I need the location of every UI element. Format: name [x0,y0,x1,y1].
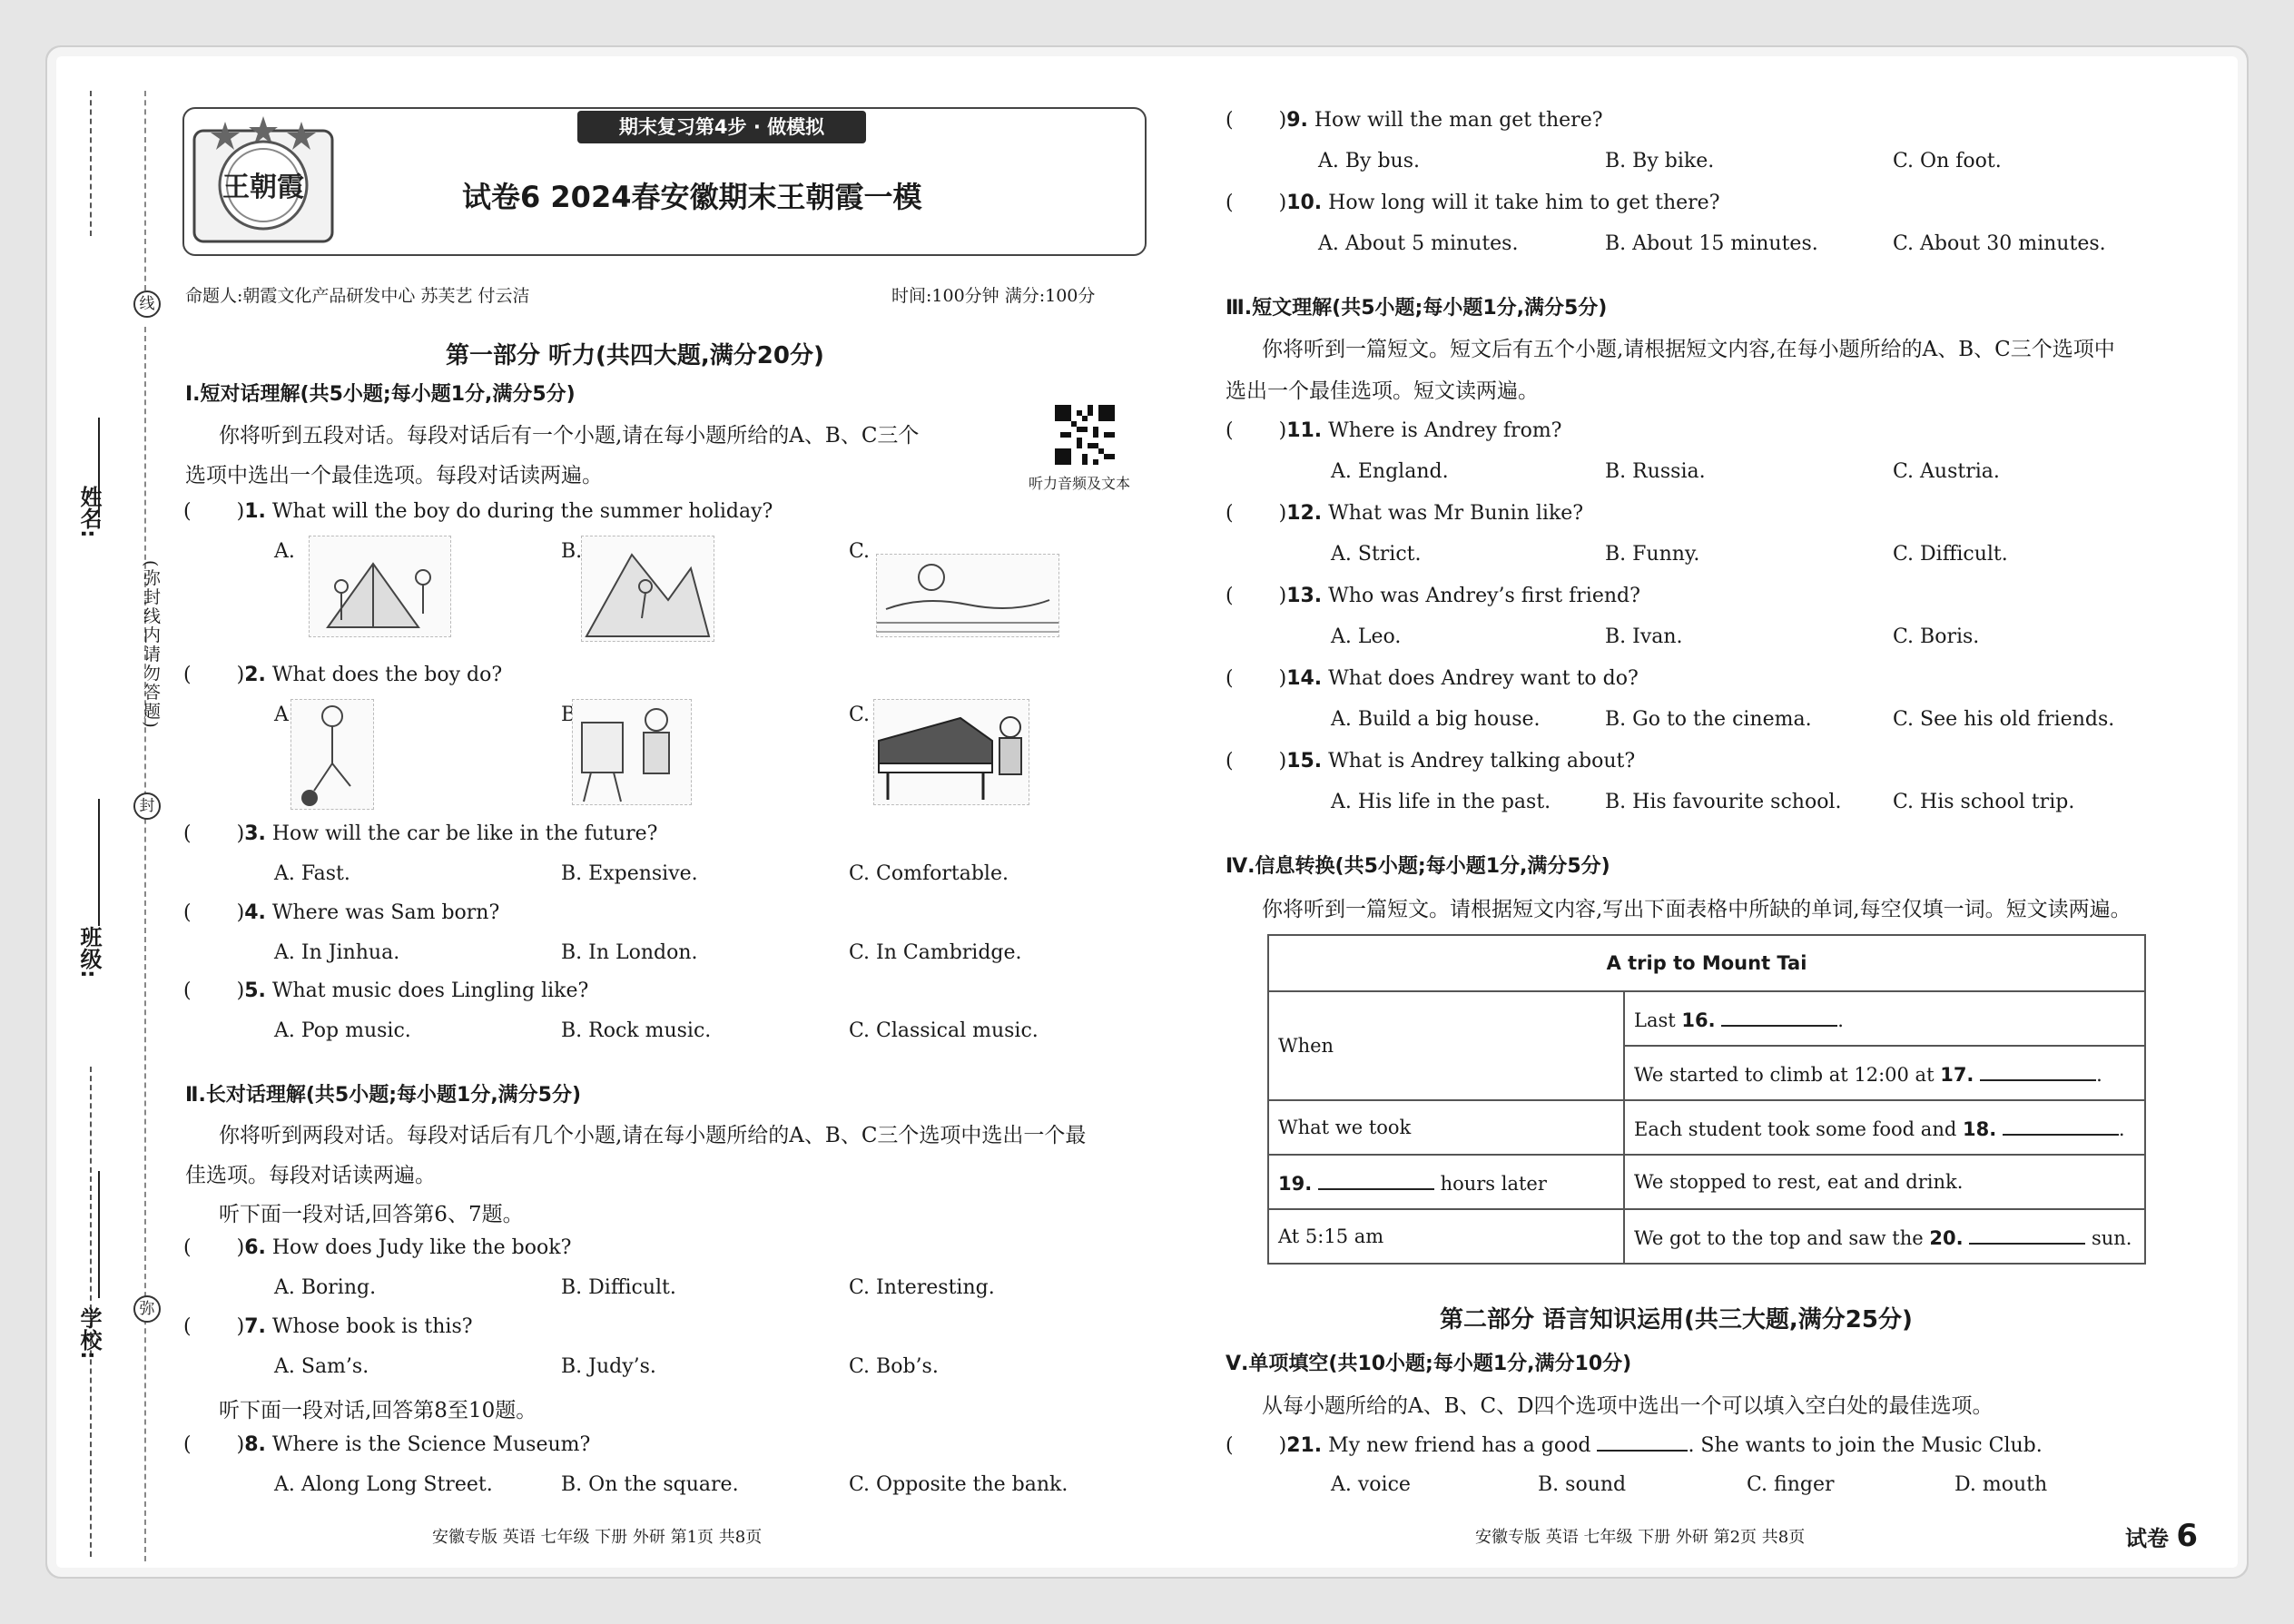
sec5-title: Ⅴ.单项填空(共10小题;每小题1分,满分10分) [1226,1353,1632,1375]
question-text: What does the boy do? [271,664,503,686]
table-cell: Each student took some food and 18. . [1624,1100,2145,1155]
option-a[interactable]: A. Build a big house. [1331,708,1541,731]
option-b[interactable]: B. Go to the cinema. [1605,708,1812,731]
table-cell: Last 16. . [1624,991,2145,1046]
option-b[interactable]: B. In London. [561,941,698,964]
answer-paren: ( [1226,502,1234,525]
option-a[interactable]: A. In Jinhua. [274,941,400,964]
question-number: 15. [1286,750,1323,773]
option-c[interactable]: C. [849,540,871,563]
answer-paren: ) [1278,419,1287,442]
option-c[interactable]: C. Bob’s. [849,1355,939,1378]
option-c[interactable]: C. Difficult. [1893,543,2008,566]
question-3[interactable] [183,822,657,845]
option-c[interactable]: C. Classical music. [849,1019,1039,1042]
part2-title: 第二部分 语言知识运用(共三大题,满分25分) [1440,1306,1913,1334]
sec1-intro: 你将听到五段对话。每段对话后有一个小题,请在每小题所给的A、B、C三个 [219,424,920,448]
seal-line [144,91,146,290]
sec2-intro: 佳选项。每段对话读两遍。 [185,1164,436,1187]
option-b[interactable]: B. Judy’s. [561,1355,656,1378]
answer-paren: ( [183,901,192,924]
question-number: 7. [244,1315,266,1338]
option-b[interactable]: B. By bike. [1605,150,1715,172]
question-text: Whose book is this? [271,1315,473,1338]
question-text: How will the car be like in the future? [271,822,658,845]
question-14[interactable] [1226,667,1639,690]
binding-notice: (弥封线内请勿答题) [141,560,161,730]
qr-code[interactable] [1055,405,1115,465]
question-6[interactable] [183,1236,571,1259]
option-a[interactable]: A. Leo. [1331,625,1402,648]
question-text: How long will it take him to get there? [1328,192,1720,214]
answer-blank[interactable] [1597,1432,1688,1452]
answer-blank[interactable] [1721,1007,1837,1027]
question-number: 2. [244,664,266,686]
answer-paren: ( [1226,667,1234,690]
answer-paren: ( [183,664,192,686]
option-c[interactable]: C. On foot. [1893,150,2002,172]
table-cell: We started to climb at 12:00 at 17. . [1624,1046,2145,1100]
question-13[interactable] [1226,585,1640,607]
binding-line [90,91,92,236]
answer-paren: ) [236,1433,245,1456]
option-c[interactable]: C. See his old friends. [1893,708,2115,731]
option-b[interactable]: B. Russia. [1605,460,1706,483]
question-text: My new friend has a good [1328,1434,1591,1457]
option-b[interactable]: B. Difficult. [561,1276,676,1299]
answer-paren: ( [1226,419,1234,442]
question-8[interactable] [183,1433,590,1456]
option-b[interactable]: B. [561,540,583,563]
question-number: 5. [244,979,266,1002]
question-text: How will the man get there? [1314,109,1603,132]
sec1-intro: 选项中选出一个最佳选项。每段对话读两遍。 [185,464,603,487]
footer-right: 安徽专版 英语 七年级 下册 外研 第2页 共8页 [1475,1528,1806,1547]
piano-picture [873,699,1029,805]
option-c[interactable]: C. Austria. [1893,460,2000,483]
answer-paren: ) [1278,502,1287,525]
sec2-sub1: 听下面一段对话,回答第6、7题。 [219,1203,524,1226]
sec2-sub2: 听下面一段对话,回答第8至10题。 [219,1399,537,1422]
question-10[interactable] [1226,192,1720,214]
sec1-title: Ⅰ.短对话理解(共5小题;每小题1分,满分5分) [185,383,576,406]
paper-label: 试卷 6 [2125,1518,2199,1554]
answer-paren: ) [236,1315,245,1338]
question-text: . She wants to join the Music Club. [1688,1434,2043,1457]
seal-mi: 弥 [133,1295,161,1323]
option-a[interactable]: A. His life in the past. [1331,791,1551,813]
question-number: 12. [1286,502,1323,525]
answer-paren: ) [1278,750,1287,773]
logo-text: 王朝霞 [222,172,304,203]
name-label: 姓名: [76,486,102,538]
question-number: 3. [244,822,266,845]
question-text: Where was Sam born? [271,901,500,924]
question-text: What music does Lingling like? [271,979,589,1002]
seal-line [144,327,146,1561]
option-b[interactable]: B. sound [1538,1473,1627,1496]
sec2-intro: 你将听到两段对话。每段对话后有几个小题,请在每小题所给的A、B、C三个选项中选出一个最 [219,1124,1087,1147]
question-2[interactable] [183,664,502,686]
option-b[interactable]: B. Funny. [1605,543,1700,566]
authors: 命题人:朝霞文化产品研发中心 苏芙艺 付云洁 [185,286,530,306]
seal-xian: 线 [133,290,161,318]
table-cell: We stopped to rest, eat and drink. [1624,1155,2145,1209]
option-a[interactable]: A. voice [1331,1473,1411,1496]
option-c[interactable]: C. Opposite the bank. [849,1473,1068,1496]
blank-number: 18. [1962,1117,1997,1140]
sec4-title: Ⅳ.信息转换(共5小题;每小题1分,满分5分) [1226,855,1610,878]
school-underline [98,1171,100,1298]
question-5[interactable] [183,979,588,1002]
review-step-badge: 期末复习第4步 · 做模拟 [577,111,866,143]
question-21[interactable] [1226,1432,2043,1457]
answer-paren: ) [236,822,245,845]
question-number: 11. [1286,419,1323,442]
answer-blank[interactable] [1969,1225,2085,1245]
question-number: 8. [244,1433,266,1456]
option-a[interactable]: A. By bus. [1318,150,1420,172]
blank-number: 16. [1681,1009,1716,1031]
option-a[interactable]: A. Pop music. [274,1019,411,1042]
option-b[interactable]: B. His favourite school. [1605,791,1842,813]
question-text: What was Mr Bunin like? [1328,502,1584,525]
option-b[interactable]: B. Expensive. [561,862,698,885]
footer-left: 安徽专版 英语 七年级 下册 外研 第1页 共8页 [432,1528,763,1547]
option-a[interactable]: A. [274,704,295,726]
sec4-intro: 你将听到一篇短文。请根据短文内容,写出下面表格中所缺的单词,每空仅填一词。短文读两遍。 [1262,898,2132,921]
question-number: 1. [244,500,266,523]
answer-blank[interactable] [2003,1116,2119,1136]
option-a[interactable]: A. Boring. [274,1276,377,1299]
question-number: 9. [1286,109,1308,132]
answer-paren: ( [1226,1434,1234,1457]
answer-blank[interactable] [1318,1170,1434,1190]
option-b[interactable]: B. Rock music. [561,1019,712,1042]
question-9[interactable] [1226,109,1603,132]
option-a[interactable]: A. Fast. [274,862,350,885]
option-b[interactable]: B. On the square. [561,1473,739,1496]
option-d[interactable]: D. mouth [1954,1473,2048,1496]
option-a[interactable]: A. Strict. [1331,543,1422,566]
question-text: What does Andrey want to do? [1328,667,1639,690]
question-12[interactable] [1226,502,1583,525]
answer-paren: ( [1226,192,1234,214]
table-title: A trip to Mount Tai [1268,935,2145,991]
answer-paren: ( [1226,750,1234,773]
table-label: When [1268,991,1624,1100]
table-cell: We got to the top and saw the 20. sun. [1624,1209,2145,1264]
blank-number: 19. [1278,1172,1313,1195]
option-c[interactable]: C. In Cambridge. [849,941,1022,964]
answer-paren: ( [1226,585,1234,607]
answer-blank[interactable] [1980,1061,2096,1081]
question-number: 13. [1286,585,1323,607]
question-text: Where is Andrey from? [1328,419,1562,442]
question-number: 21. [1286,1434,1323,1457]
option-a[interactable]: A. Along Long Street. [274,1473,493,1496]
question-number: 6. [244,1236,266,1259]
answer-paren: ( [183,500,192,523]
question-15[interactable] [1226,750,1635,773]
table-label: At 5:15 am [1268,1209,1624,1264]
answer-paren: ) [1278,667,1287,690]
option-c[interactable]: C. His school trip. [1893,791,2075,813]
answer-paren: ( [183,822,192,845]
option-c[interactable]: C. Comfortable. [849,862,1009,885]
question-text: How does Judy like the book? [271,1236,572,1259]
option-b[interactable]: B. [561,704,583,726]
paper-number: 6 [2176,1518,2199,1554]
option-b[interactable]: B. About 15 minutes. [1605,232,1818,255]
question-number: 14. [1286,667,1323,690]
question-text: Where is the Science Museum? [271,1433,591,1456]
camping-picture [309,536,451,637]
answer-paren: ( [183,1315,192,1338]
question-11[interactable] [1226,419,1561,442]
class-underline [98,799,100,926]
football-picture [290,699,374,810]
question-number: 4. [244,901,266,924]
exam-title: 试卷6 2024春安徽期末王朝霞一模 [462,180,922,214]
option-c[interactable]: C. [849,704,871,726]
blank-number: 20. [1929,1226,1964,1249]
option-a[interactable]: A. [274,540,295,563]
sec2-title: Ⅱ.长对话理解(共5小题;每小题1分,满分5分) [185,1084,582,1107]
painting-picture [572,699,692,805]
table-label: What we took [1268,1100,1624,1155]
table-label: 19. hours later [1268,1155,1624,1209]
answer-paren: ) [236,500,245,523]
blank-number: 17. [1940,1063,1974,1086]
option-b[interactable]: B. Ivan. [1605,625,1683,648]
option-c[interactable]: C. About 30 minutes. [1893,232,2106,255]
seal-feng: 封 [133,792,161,820]
sec3-title: Ⅲ.短文理解(共5小题;每小题1分,满分5分) [1226,297,1608,320]
sec5-intro: 从每小题所给的A、B、C、D四个选项中选出一个可以填入空白处的最佳选项。 [1262,1394,1994,1418]
trip-table [1267,934,2146,1265]
option-a[interactable]: A. England. [1331,460,1449,483]
question-text: Who was Andrey’s first friend? [1328,585,1640,607]
option-c[interactable]: C. Interesting. [849,1276,995,1299]
question-text: What is Andrey talking about? [1328,750,1636,773]
answer-paren: ( [183,979,192,1002]
answer-paren: ) [236,1236,245,1259]
answer-paren: ) [236,979,245,1002]
answer-paren: ) [1278,192,1287,214]
answer-paren: ( [183,1433,192,1456]
beach-picture [876,554,1059,637]
publisher-logo [189,113,338,247]
class-label: 班级: [76,926,102,979]
climbing-picture [581,536,714,642]
question-4[interactable] [183,901,499,924]
answer-paren: ) [1278,109,1287,132]
question-1[interactable] [183,500,773,523]
qr-caption: 听力音频及文本 [1029,475,1131,492]
answer-paren: ) [236,901,245,924]
option-c[interactable]: C. Boris. [1893,625,1980,648]
answer-paren: ) [1278,585,1287,607]
question-7[interactable] [183,1315,473,1338]
time-score: 时间:100分钟 满分:100分 [891,286,1096,306]
answer-paren: ( [1226,109,1234,132]
option-a[interactable]: A. Sam’s. [274,1355,369,1378]
answer-paren: ) [1278,1434,1287,1457]
answer-paren: ) [236,664,245,686]
sec3-intro: 选出一个最佳选项。短文读两遍。 [1226,379,1539,403]
question-number: 10. [1286,192,1323,214]
school-label: 学校: [76,1307,102,1360]
option-a[interactable]: A. About 5 minutes. [1318,232,1519,255]
answer-paren: ( [183,1236,192,1259]
option-c[interactable]: C. finger [1747,1473,1835,1496]
question-text: What will the boy do during the summer holiday? [271,500,773,523]
sec3-intro: 你将听到一篇短文。短文后有五个小题,请根据短文内容,在每小题所给的A、B、C三个选项中 [1262,338,2115,361]
part1-title: 第一部分 听力(共四大题,满分20分) [446,342,824,369]
